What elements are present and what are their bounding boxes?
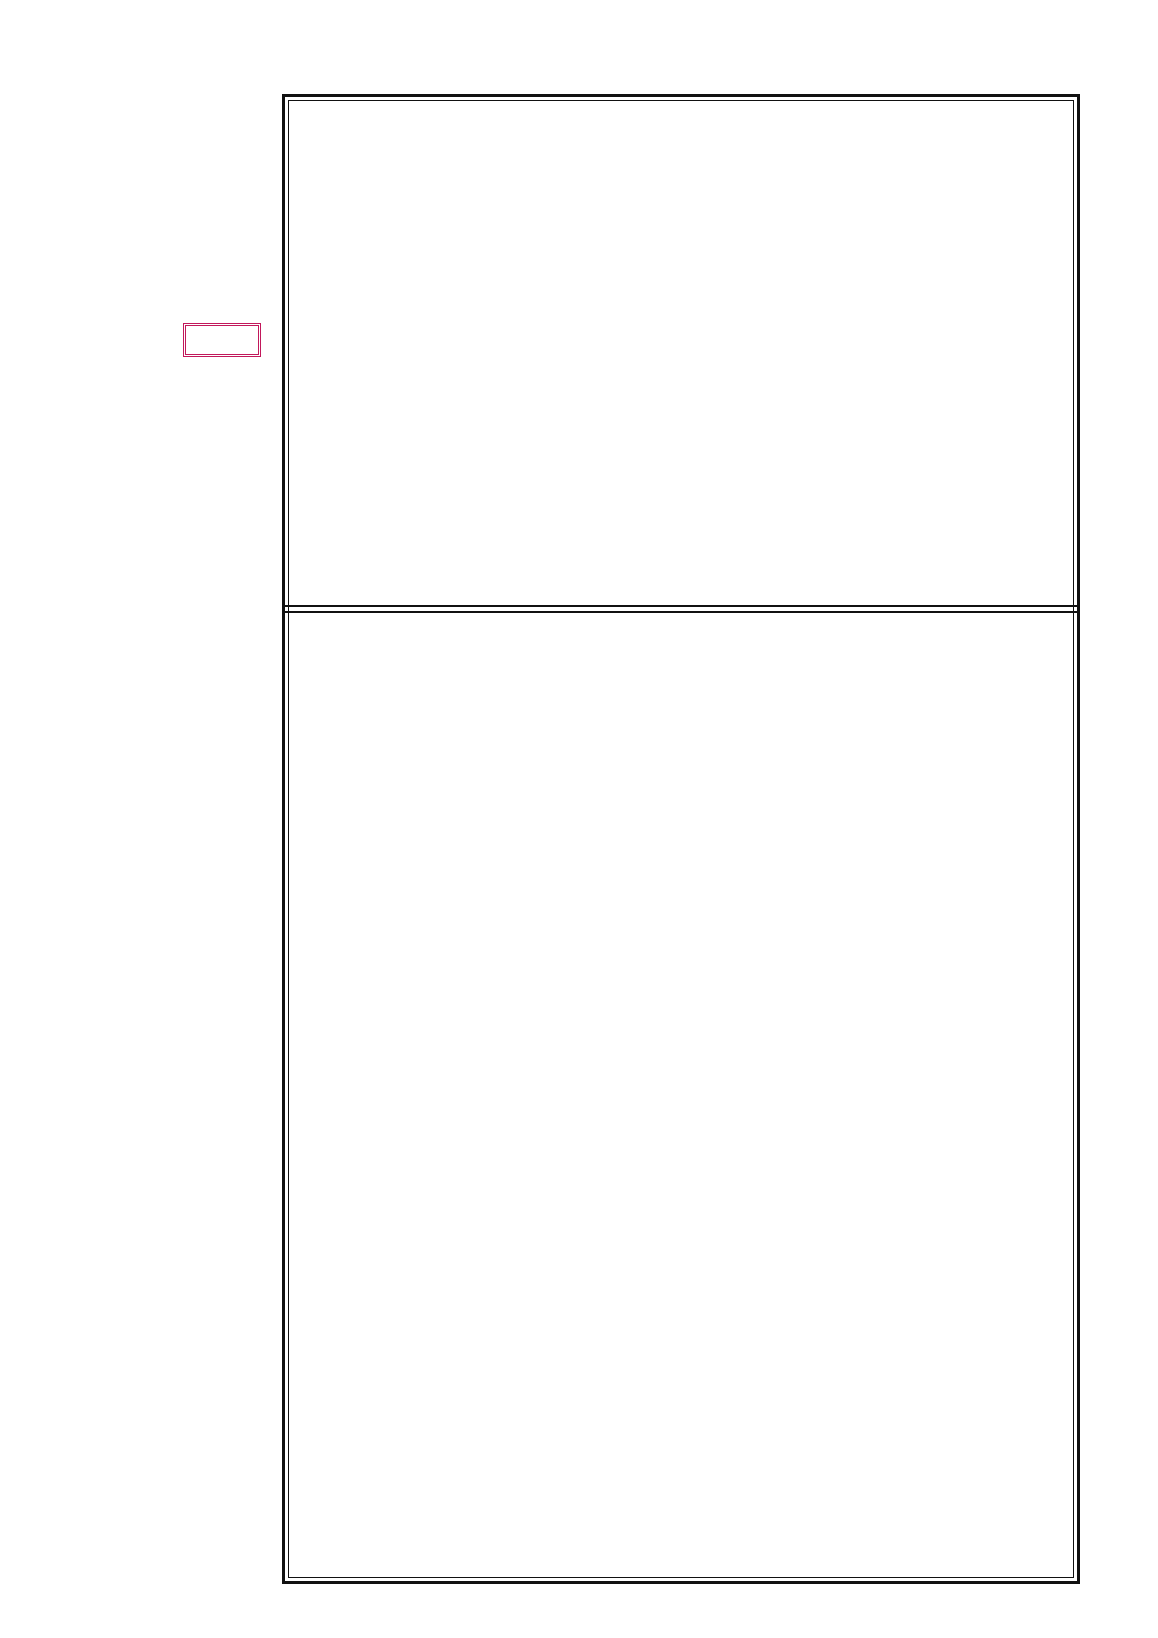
section-divider <box>284 605 1078 613</box>
hadith-number-box <box>183 323 261 357</box>
page-frame-inner <box>288 100 1074 1578</box>
